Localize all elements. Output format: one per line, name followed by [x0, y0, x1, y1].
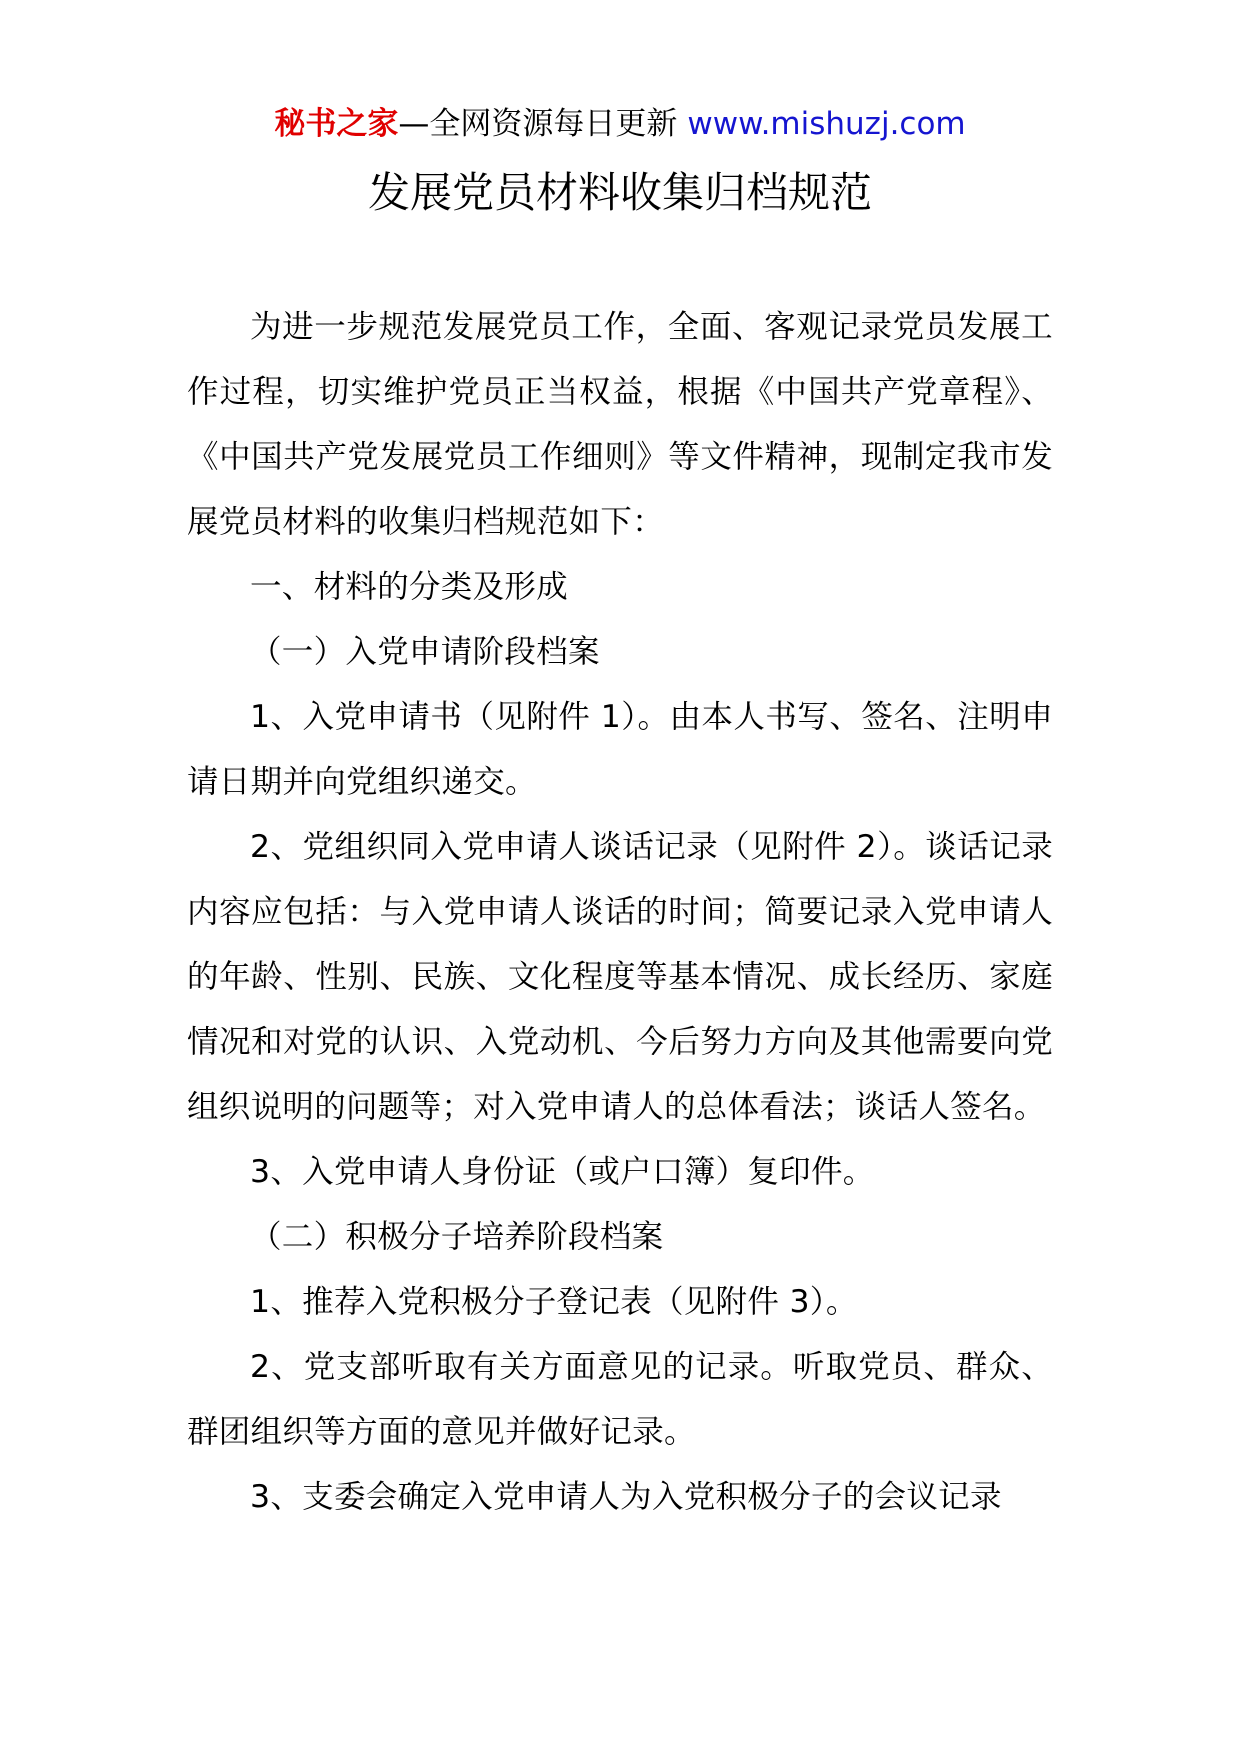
list-item: 2、党组织同入党申请人谈话记录（见附件 2）。谈话记录内容应包括：与入党申请人谈话的时间；简要记录入党申请人的年龄、性别、民族、文化程度等基本情况、成长经历、家庭情况和对党的认识、入党动机、今后努力方向及其他需要向党组织说明的问题等；对入党申请人的总体看法；谈话人签名。 — [187, 829, 1053, 1125]
list-item: 1、推荐入党积极分子登记表（见附件 3）。 — [250, 1284, 858, 1320]
list-item: 2、党支部听取有关方面意见的记录。听取党员、群众、群团组织等方面的意见并做好记录。 — [187, 1349, 1053, 1450]
site-header — [0, 100, 1240, 148]
document-body — [187, 295, 1053, 1530]
list-item: 1、入党申请书（见附件 1）。由本人书写、签名、注明申请日期并向党组织递交。 — [187, 699, 1053, 800]
site-url-link[interactable]: www.mishuzj.com — [687, 106, 966, 142]
brand-name: 秘书之家 — [274, 106, 399, 142]
paragraph-intro: 为进一步规范发展党员工作，全面、客观记录党员发展工作过程，切实维护党员正当权益，根据《中国共产党章程》、《中国共产党发展党员工作细则》等文件精神，现制定我市发展党员材料的收集归档规范如下： — [187, 309, 1053, 540]
header-tagline: —全网资源每日更新 — [398, 106, 678, 142]
document-title: 发展党员材料收集归档规范 — [367, 168, 872, 217]
subsection-heading: （一）入党申请阶段档案 — [250, 634, 600, 670]
section-heading: 一、材料的分类及形成 — [250, 569, 569, 605]
list-item: 3、入党申请人身份证（或户口簿）复印件。 — [250, 1154, 875, 1190]
list-item: 3、支委会确定入党申请人为入党积极分子的会议记录 — [250, 1479, 1002, 1515]
subsection-heading: （二）积极分子培养阶段档案 — [250, 1219, 664, 1255]
